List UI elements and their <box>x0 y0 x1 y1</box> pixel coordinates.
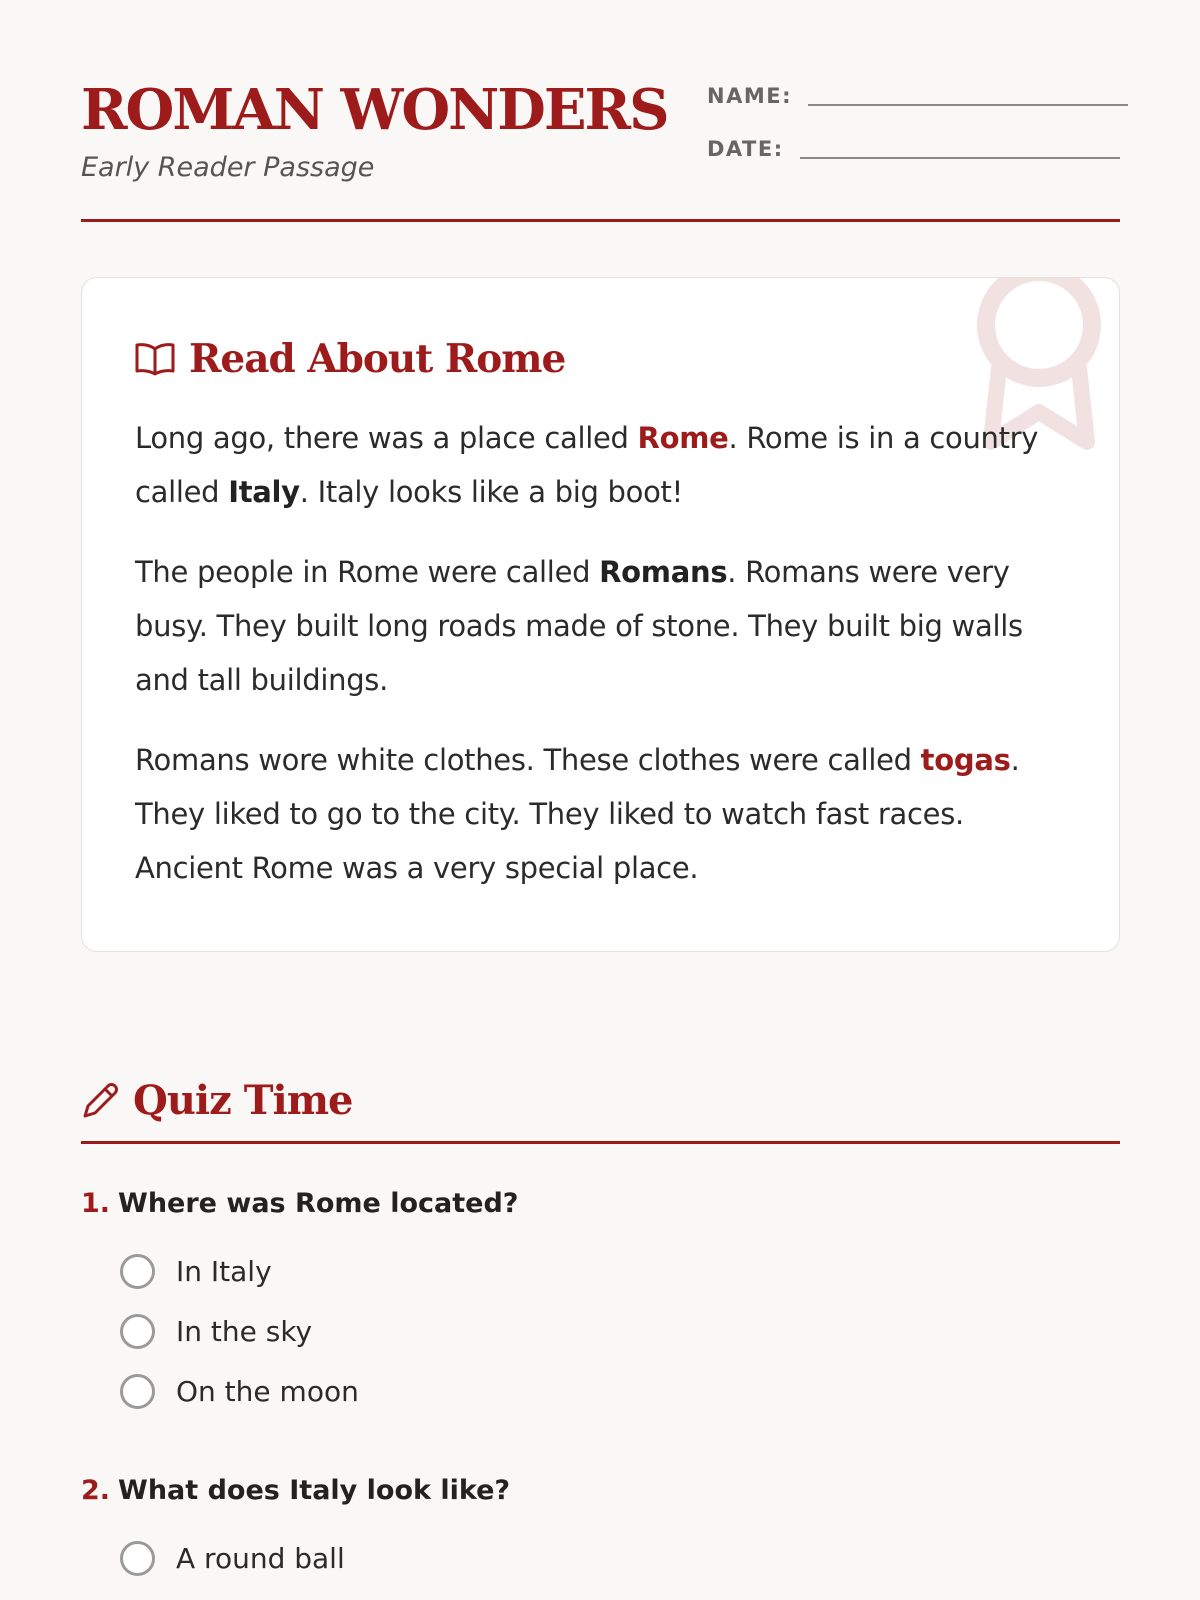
question-text <box>81 1475 510 1506</box>
text-run: . Rome is in a country called <box>135 421 1039 509</box>
option-label: In the sky <box>176 1315 313 1348</box>
worksheet-header <box>81 0 1120 224</box>
radio-button[interactable] <box>120 1314 155 1349</box>
answer-option[interactable] <box>120 1541 345 1576</box>
question-1 <box>81 1188 518 1219</box>
passage-paragraph-2 <box>135 545 1075 707</box>
text-run: Long ago, there was a place called <box>135 421 638 455</box>
text-run: . Italy looks like a big boot! <box>299 475 683 509</box>
name-field <box>707 84 1128 108</box>
question-number: 1. <box>81 1188 111 1219</box>
reading-heading <box>135 336 565 382</box>
worksheet-page <box>81 0 1120 1575</box>
book-icon <box>135 341 175 377</box>
reading-card <box>81 277 1120 952</box>
reading-title: Read About Rome <box>189 336 566 382</box>
answer-option[interactable] <box>120 1254 272 1289</box>
question-label: What does Italy look like? <box>118 1475 511 1506</box>
passage-paragraph-1 <box>135 411 1075 519</box>
radio-button[interactable] <box>120 1254 155 1289</box>
keyword-italy: Italy <box>228 475 300 509</box>
worksheet-title: ROMAN WONDERS <box>81 77 668 143</box>
option-label: A round ball <box>176 1542 345 1575</box>
reading-passage <box>135 411 1075 921</box>
date-label: DATE: <box>707 137 784 161</box>
name-label: NAME: <box>707 84 792 108</box>
text-run: Romans wore white clothes. These clothes were called <box>135 743 921 777</box>
question-label: Where was Rome located? <box>118 1188 519 1219</box>
keyword-togas: togas <box>920 743 1011 777</box>
option-label: On the moon <box>176 1375 359 1408</box>
text-run: . They liked to go to the city. They liked to watch fast races. Ancient Rome was a very special place. <box>135 743 1020 885</box>
answer-option[interactable] <box>120 1314 312 1349</box>
question-number: 2. <box>81 1475 111 1506</box>
text-run: The people in Rome were called <box>135 555 600 589</box>
text-run: . Romans were very busy. They built long roads made of stone. They built big walls and tall buildings. <box>135 555 1023 697</box>
question-text <box>81 1188 518 1219</box>
radio-button[interactable] <box>120 1374 155 1409</box>
worksheet-subtitle: Early Reader Passage <box>81 152 375 183</box>
option-label: In Italy <box>176 1255 272 1288</box>
keyword-romans: Romans <box>599 555 728 589</box>
quiz-title: Quiz Time <box>133 1077 353 1124</box>
quiz-divider <box>81 1141 1120 1144</box>
answer-option[interactable] <box>120 1374 359 1409</box>
date-field <box>707 137 1120 161</box>
question-2 <box>81 1475 510 1506</box>
name-line[interactable] <box>808 104 1128 106</box>
pencil-icon <box>81 1082 119 1120</box>
passage-paragraph-3 <box>135 733 1075 895</box>
date-line[interactable] <box>800 157 1120 159</box>
radio-button[interactable] <box>120 1541 155 1576</box>
header-divider <box>81 219 1120 222</box>
quiz-heading <box>81 1077 353 1124</box>
keyword-rome: Rome <box>637 421 729 455</box>
